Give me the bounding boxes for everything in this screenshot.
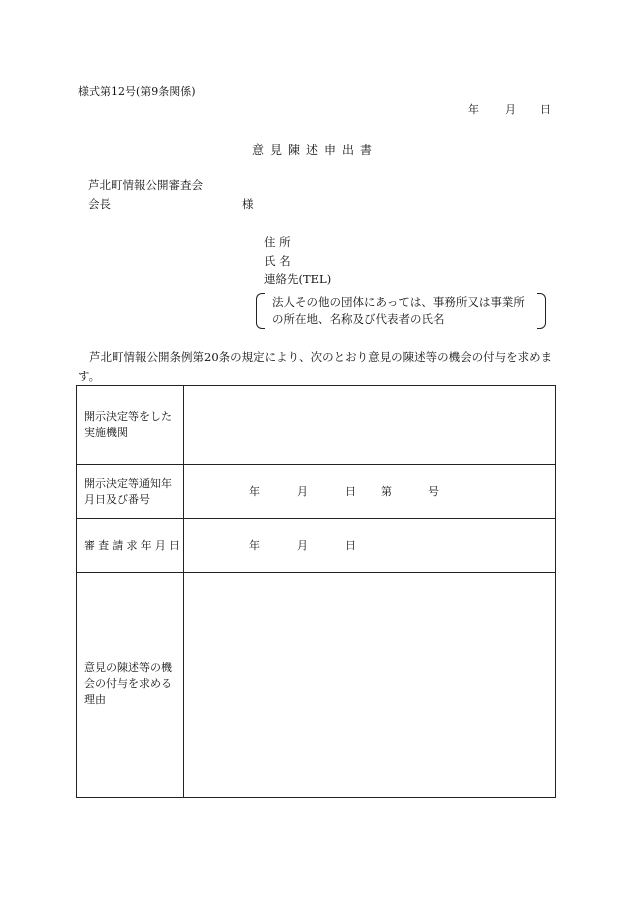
request-form-table <box>76 385 556 798</box>
date-year-label: 年 <box>468 103 479 116</box>
row-label-line: 会の付与を求める <box>84 677 172 690</box>
table-row-divider <box>77 572 555 573</box>
notice-month-label: 月 <box>297 485 308 498</box>
row-label-line: 開示決定等をした <box>84 410 172 423</box>
notice-day-label: 日 <box>345 485 356 498</box>
table-row-divider <box>77 518 555 519</box>
document-title: 意見陳述申出書 <box>251 143 378 157</box>
appeal-month-label: 月 <box>297 539 308 552</box>
table-row-label <box>84 660 180 708</box>
notice-number-suffix: 号 <box>428 485 439 498</box>
row-label-line: 意見の陳述等の機 <box>84 661 172 674</box>
date-month-label: 月 <box>505 103 516 116</box>
table-row-label: 審査請求年月日 <box>84 539 180 552</box>
table-row-label <box>84 476 180 508</box>
notice-year-label: 年 <box>249 485 260 498</box>
row-label-line: 実施機関 <box>84 426 128 439</box>
form-number: 様式第12号(第9条関係) <box>78 85 196 98</box>
table-row-divider <box>77 464 555 465</box>
table-column-divider <box>183 386 184 797</box>
notice-number-prefix: 第 <box>381 485 392 498</box>
contact-label: 連絡先(TEL) <box>264 272 332 286</box>
row-label-line: 開示決定等通知年 <box>84 477 172 490</box>
appeal-year-label: 年 <box>249 539 260 552</box>
corporate-note <box>256 293 546 329</box>
appeal-day-label: 日 <box>345 539 356 552</box>
left-bracket <box>256 293 265 329</box>
table-row-label <box>84 409 180 441</box>
addressee-honorific: 様 <box>242 197 254 211</box>
address-label: 住 所 <box>264 235 291 249</box>
date-day-label: 日 <box>540 103 551 116</box>
right-bracket <box>537 293 546 329</box>
row-label-line: 月日及び番号 <box>84 493 150 506</box>
corporate-note-line2: の所在地、名称及び代表者の氏名 <box>272 312 445 326</box>
addressee-position: 会長 <box>88 197 111 211</box>
request-statement: 芦北町情報公開条例第20条の規定により、次のとおり意見の陳述等の機会の付与を求めます。 <box>78 350 553 383</box>
row-label-line: 理由 <box>84 693 106 706</box>
addressee-organization: 芦北町情報公開審査会 <box>88 178 203 192</box>
corporate-note-line1: 法人その他の団体にあっては、事務所又は事業所 <box>272 295 525 309</box>
name-label: 氏 名 <box>264 254 291 268</box>
